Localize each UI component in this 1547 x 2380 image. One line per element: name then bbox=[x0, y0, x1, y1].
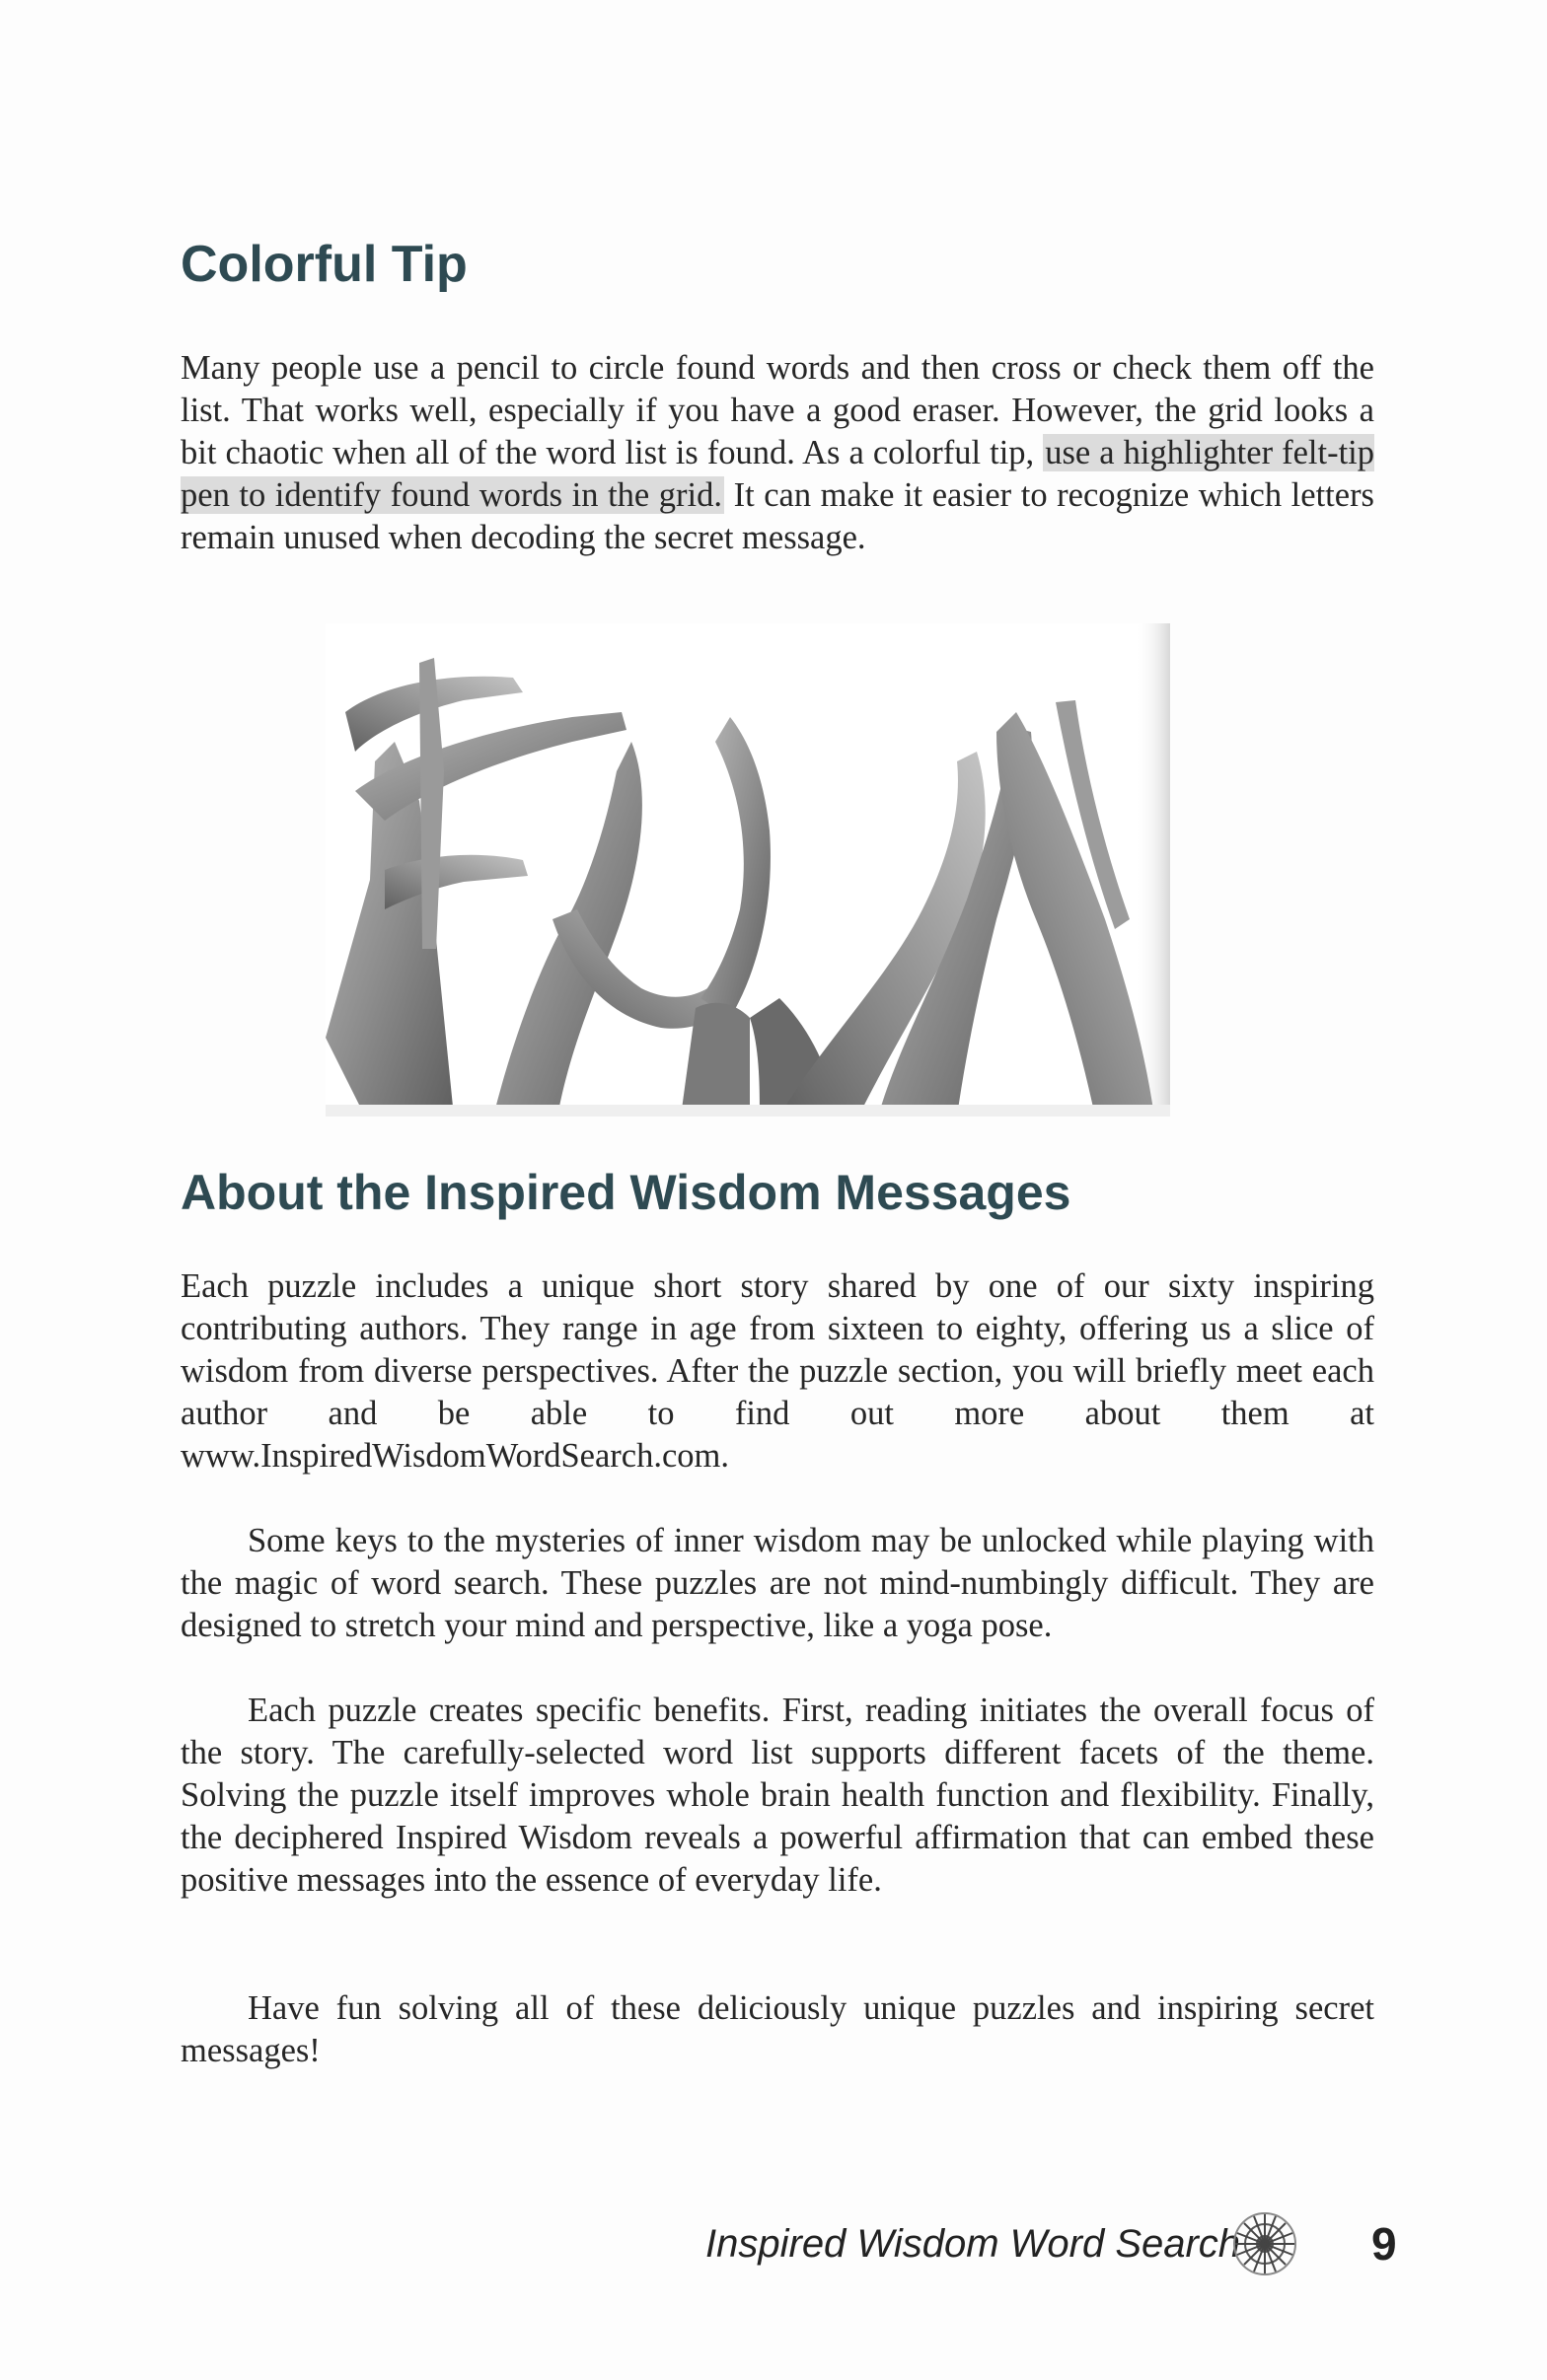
mandala-flower-icon bbox=[1230, 2209, 1299, 2278]
colorful-tip-paragraph bbox=[181, 347, 1374, 559]
paragraph-text: Many people use a pencil to circle found words and then cross or check them off the list. That works well, especially if you have a good eraser. However, the grid looks a bit chaotic when all of the word list is found. As a colorful tip, bbox=[181, 349, 1374, 471]
page-number: 9 bbox=[1371, 2218, 1397, 2270]
footer-book-title: Inspired Wisdom Word Search bbox=[705, 2222, 1241, 2266]
section-heading-about: About the Inspired Wisdom Messages bbox=[181, 1165, 1071, 1220]
about-paragraph-2: Some keys to the mysteries of inner wisdom may be unlocked while playing with the magic of word search. These puzzles are not mind-numbingly difficult. They are designed to stretch your mind and perspective, like a yoga pose. bbox=[181, 1522, 1374, 1644]
paragraph-text: It can make it easier to recognize which letters remain unused when decoding the secret message. bbox=[181, 476, 1374, 556]
about-paragraph-1: Each puzzle includes a unique short story shared by one of our sixty inspiring contributing authors. They range in age from sixteen to eighty, offering us a slice of wisdom from diverse perspectives. After the puzzle section, you will briefly meet each author and be able to find out more about them at www.InspiredWisdomWordSearch.com. bbox=[181, 1267, 1374, 1475]
section-heading-colorful-tip: Colorful Tip bbox=[181, 236, 468, 293]
fun-hands-photo bbox=[326, 623, 1170, 1117]
about-paragraph-3: Each puzzle creates specific benefits. First, reading initiates the overall focus of the story. The carefully-selected word list supports different facets of the theme. Solving the puzzle itself improves whole brain health function and flexibility. Finally, the deciphered Inspired Wisdom reveals a powerful affirmation that can embed these positive messages into the essence of everyday life. bbox=[181, 1692, 1374, 1899]
highlighted-text: use a highlighter felt-tip pen to identify found words in the grid. bbox=[181, 434, 1374, 514]
about-paragraph-4: Have fun solving all of these deliciously unique puzzles and inspiring secret messages! bbox=[181, 1989, 1374, 2069]
